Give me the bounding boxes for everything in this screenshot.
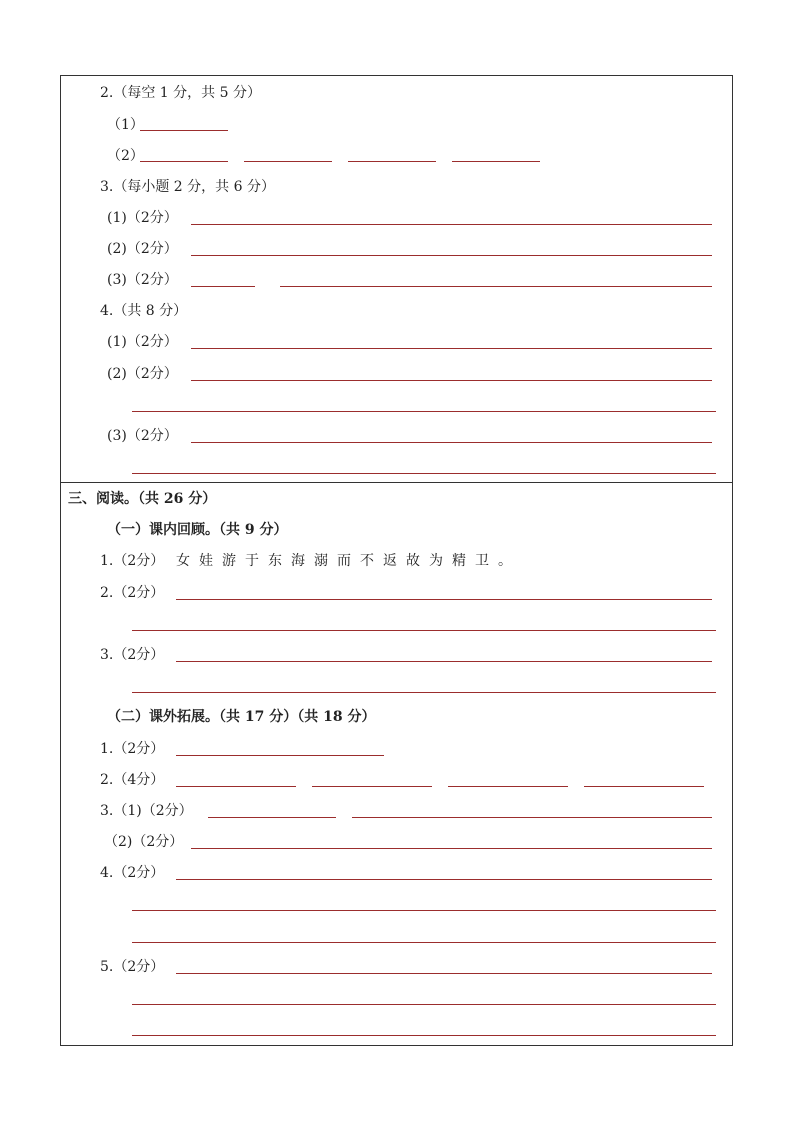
q2-part2-answer-line[interactable] [348,161,436,162]
q2-part2-answer-line[interactable] [140,161,228,162]
part1-q2-answer-line[interactable] [176,599,712,600]
part2-q5-answer-line[interactable] [176,973,712,974]
q4-part1-answer-line[interactable] [191,348,712,349]
part2-q5-label: 5.（2分） [100,959,165,975]
part1-q1-answer-text: 女娃游于东海溺而不返故为精卫。 [176,553,521,569]
q3-part1-answer-line[interactable] [191,224,712,225]
part1-q3-answer-line[interactable] [132,692,716,693]
q4-part1-label: (1)（2分） [107,334,178,350]
q4-title: 4.（共 8 分） [100,303,188,319]
part2-q3b-answer-line[interactable] [191,848,712,849]
part2-q3b-label: （2)（2分） [104,834,184,850]
part2-q2-label: 2.（4分） [100,772,165,788]
q2-part2-answer-line[interactable] [452,161,540,162]
q4-part2-answer-line[interactable] [191,380,712,381]
q4-part3-label: (3)（2分） [107,428,178,444]
part2-q4-answer-line[interactable] [132,942,716,943]
part2-q2-answer-line[interactable] [312,786,432,787]
q2-part1-label: （1） [107,117,144,133]
q3-part2-answer-line[interactable] [191,255,712,256]
section3-title: 三、阅读。（共 26 分） [68,491,217,507]
q4-part3-answer-line[interactable] [132,473,716,474]
part1-q3-answer-line[interactable] [176,661,712,662]
part2-q3-answer-line[interactable] [208,817,336,818]
q4-part3-answer-line[interactable] [191,442,712,443]
part2-q4-answer-line[interactable] [132,910,716,911]
part2-q1-answer-line[interactable] [176,755,384,756]
part1-title: （一）课内回顾。（共 9 分） [107,522,288,538]
q4-part2-answer-line[interactable] [132,411,716,412]
q3-part3-label: (3)（2分） [107,272,178,288]
q2-title: 2.（每空 1 分，共 5 分） [100,85,261,101]
part2-q2-answer-line[interactable] [176,786,296,787]
part1-q1-label: 1.（2分） [100,553,165,569]
q3-part3-answer-line[interactable] [191,286,255,287]
part2-q2-answer-line[interactable] [584,786,704,787]
part1-q3-label: 3.（2分） [100,647,165,663]
q3-part1-label: (1)（2分） [107,210,178,226]
q2-part2-answer-line[interactable] [244,161,332,162]
part2-title: （二）课外拓展。（共 17 分）（共 18 分） [107,709,376,725]
section-divider [60,482,733,483]
part1-q2-answer-line[interactable] [132,630,716,631]
part2-q4-answer-line[interactable] [176,879,712,880]
part2-q2-answer-line[interactable] [448,786,568,787]
part2-q1-label: 1.（2分） [100,741,165,757]
q3-title: 3.（每小题 2 分，共 6 分） [100,179,275,195]
q2-part2-label: （2） [107,148,144,164]
q3-part2-label: (2)（2分） [107,241,178,257]
part2-q3-answer-line[interactable] [352,817,712,818]
q3-part3-answer-line[interactable] [280,286,712,287]
part1-q2-label: 2.（2分） [100,585,165,601]
q4-part2-label: (2)（2分） [107,366,178,382]
q2-part1-answer-line[interactable] [140,130,228,131]
part2-q3-label: 3.（1)（2分） [100,803,193,819]
part2-q4-label: 4.（2分） [100,865,165,881]
part2-q5-answer-line[interactable] [132,1035,716,1036]
part2-q5-answer-line[interactable] [132,1004,716,1005]
